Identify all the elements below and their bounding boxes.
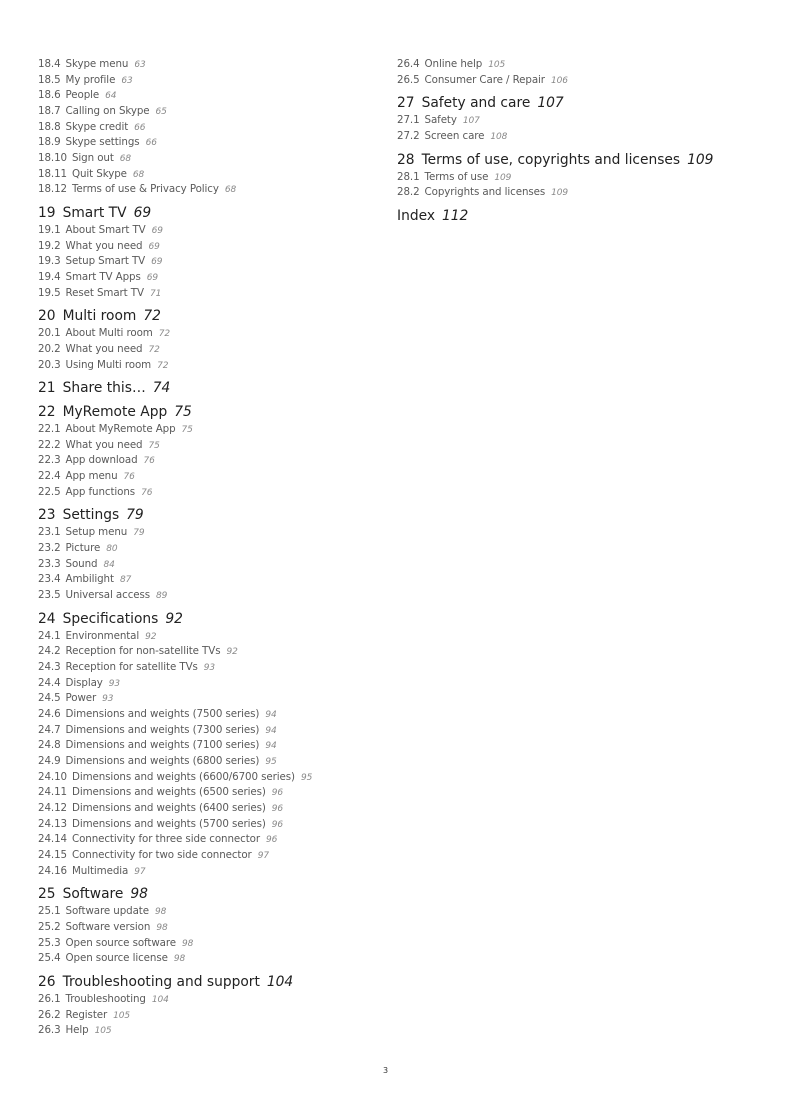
toc-entry-title: About Multi room: [65, 327, 153, 340]
toc-chapter-heading[interactable]: [397, 207, 777, 225]
toc-entry-title: About MyRemote App: [65, 423, 176, 436]
toc-entry-page: 76: [141, 487, 153, 498]
toc-entry[interactable]: [397, 185, 777, 201]
toc-entry-page: 94: [265, 725, 277, 736]
toc-entry-number: 23.2: [38, 542, 61, 555]
toc-entry[interactable]: [38, 326, 378, 342]
toc-entry-number: 18.4: [38, 58, 61, 70]
toc-entry-title: Dimensions and weights (6500 series): [71, 786, 266, 799]
toc-entry-title: MyRemote App: [62, 404, 168, 421]
toc-entry-page: 68: [132, 169, 145, 180]
toc-entry-page: 94: [265, 741, 277, 752]
toc-entry[interactable]: [38, 1008, 378, 1024]
toc-entry-number: 24.14: [38, 833, 67, 846]
toc-entry-page: 109: [551, 188, 569, 199]
toc-entry-number: 25.2: [38, 920, 61, 933]
toc-entry[interactable]: [38, 920, 378, 936]
toc-entry-number: 23.5: [38, 589, 61, 602]
toc-entry[interactable]: [38, 1023, 378, 1039]
toc-entry-title: Multimedia: [71, 864, 129, 877]
toc-entry-page: 98: [182, 938, 194, 949]
toc-entry-number: 22.3: [38, 454, 61, 467]
toc-entry[interactable]: [38, 485, 378, 501]
toc-entry[interactable]: [38, 120, 378, 136]
toc-entry-title: Software: [62, 886, 124, 903]
toc-entry[interactable]: [38, 151, 378, 167]
toc-entry-title: What you need: [65, 438, 143, 451]
toc-entry-title: App functions: [65, 485, 136, 498]
toc-entry[interactable]: [38, 167, 378, 183]
toc-entry-page: 64: [105, 91, 117, 102]
toc-entry-page: 98: [154, 907, 167, 918]
toc-entry-page: 68: [224, 185, 237, 196]
toc-entry-page: 87: [119, 575, 132, 586]
toc-entry-title: Settings: [62, 507, 120, 524]
toc-entry-title: Calling on Skype: [65, 104, 150, 117]
toc-entry-page: 69: [133, 204, 152, 221]
toc-entry-page: 112: [441, 207, 469, 224]
toc-entry-page: 107: [462, 116, 480, 127]
toc-entry-title: Setup menu: [65, 526, 128, 539]
toc-entry-page: 93: [203, 663, 216, 674]
toc-entry-title: Terms of use, copyrights and licenses: [421, 151, 681, 168]
toc-entry-page: 96: [265, 835, 278, 846]
toc-chapter-heading[interactable]: [38, 885, 378, 903]
toc-entry[interactable]: [38, 88, 378, 104]
toc-entry-number: 22.1: [38, 423, 61, 436]
toc-entry-number: 23.1: [38, 526, 61, 539]
toc-entry-page: 63: [134, 60, 146, 70]
toc-entry-number: 24.10: [38, 770, 67, 783]
toc-entry-title: Terms of use: [424, 170, 489, 183]
toc-entry-title: My profile: [65, 73, 116, 86]
toc-entry-number: 24.5: [38, 692, 61, 705]
toc-entry-page: 66: [134, 122, 146, 133]
toc-entry-number: 25.4: [38, 952, 61, 965]
toc-entry-title: Safety: [424, 114, 457, 127]
toc-entry-title: App download: [65, 454, 138, 467]
toc-entry[interactable]: [38, 801, 378, 817]
toc-entry-title: Consumer Care / Repair: [424, 73, 545, 86]
toc-entry[interactable]: [38, 286, 378, 302]
toc-entry-page: 84: [103, 559, 115, 570]
toc-entry-page: 92: [145, 631, 157, 642]
toc-entry-number: 18.8: [38, 120, 61, 133]
toc-entry-title: People: [65, 89, 100, 102]
toc-entry-page: 66: [145, 138, 157, 149]
toc-entry-number: 26.3: [38, 1024, 61, 1037]
toc-entry-page: 75: [174, 404, 192, 421]
toc-entry-title: Dimensions and weights (7100 series): [65, 739, 260, 752]
toc-entry-title: Share this…: [62, 380, 146, 397]
toc-entry-title: Software update: [65, 905, 149, 918]
toc-entry-title: What you need: [65, 239, 143, 252]
toc-entry-page: 80: [106, 544, 118, 555]
toc-entry-page: 93: [102, 694, 114, 705]
toc-chapter-heading[interactable]: [397, 151, 777, 169]
toc-entry-title: Screen care: [424, 129, 485, 142]
toc-entry-number: 24.3: [38, 661, 61, 674]
toc-entry[interactable]: [38, 422, 378, 438]
toc-entry-title: Dimensions and weights (6800 series): [65, 754, 260, 767]
toc-entry-number: 28: [397, 151, 415, 168]
toc-entry[interactable]: [38, 691, 378, 707]
toc-entry-page: 89: [156, 591, 168, 602]
toc-entry-number: 27: [397, 95, 415, 112]
toc-entry-page: 95: [300, 772, 313, 783]
toc-entry-title: Index: [397, 207, 435, 224]
toc-entry-number: 21: [38, 380, 56, 397]
toc-entry-number: 19.2: [38, 239, 61, 252]
toc-entry-number: 27.2: [397, 129, 420, 142]
toc-entry-title: Dimensions and weights (7500 series): [65, 708, 260, 720]
toc-entry-number: 22.4: [38, 470, 61, 483]
toc-entry-number: 24.15: [38, 848, 67, 861]
toc-entry[interactable]: [38, 57, 378, 73]
toc-entry-number: 20: [38, 308, 56, 325]
toc-entry-number: 26.4: [397, 58, 420, 70]
toc-entry-page: 93: [108, 678, 121, 689]
toc-entry-page: 92: [226, 647, 238, 658]
toc-entry-number: 24.1: [38, 629, 61, 642]
toc-entry-number: 28.2: [397, 186, 420, 199]
toc-entry-title: App menu: [65, 470, 118, 483]
toc-entry[interactable]: [38, 572, 378, 588]
toc-entry-title: Universal access: [65, 589, 151, 602]
toc-entry-page: 108: [490, 131, 508, 142]
toc-entry-title: Troubleshooting: [65, 992, 146, 1005]
toc-left-column: [38, 57, 378, 1039]
toc-entry-number: 19.4: [38, 270, 61, 283]
toc-entry[interactable]: [38, 73, 378, 89]
toc-entry[interactable]: [38, 864, 378, 880]
toc-entry[interactable]: [38, 644, 378, 660]
toc-entry-page: 106: [550, 75, 568, 86]
toc-entry-page: 63: [121, 75, 133, 86]
toc-entry-page: 74: [152, 380, 171, 397]
toc-entry[interactable]: [38, 660, 378, 676]
toc-entry-number: 25: [38, 886, 56, 903]
toc-entry-number: 24.8: [38, 739, 61, 752]
toc-entry-title: Dimensions and weights (6600/6700 series): [71, 770, 295, 783]
toc-chapter-heading[interactable]: [38, 204, 378, 222]
toc-entry-page: 107: [537, 95, 564, 112]
toc-entry-title: Smart TV: [62, 204, 127, 221]
toc-entry[interactable]: [38, 738, 378, 754]
toc-entry-number: 24.2: [38, 645, 61, 658]
toc-entry-number: 18.7: [38, 104, 61, 117]
toc-entry-title: Using Multi room: [65, 358, 152, 371]
toc-entry-title: Dimensions and weights (5700 series): [71, 817, 266, 830]
toc-entry-title: Specifications: [62, 610, 159, 627]
toc-entry-page: 72: [148, 344, 160, 355]
toc-entry-title: Terms of use & Privacy Policy: [71, 183, 219, 196]
toc-entry-title: Skype credit: [65, 120, 129, 133]
toc-entry[interactable]: [38, 629, 378, 645]
toc-right-column: [397, 57, 777, 226]
toc-entry-title: Online help: [424, 58, 483, 70]
toc-entry-page: 69: [151, 225, 163, 236]
toc-entry[interactable]: [38, 723, 378, 739]
toc-entry[interactable]: [38, 469, 378, 485]
toc-entry[interactable]: [397, 170, 777, 186]
toc-entry-title: Dimensions and weights (6400 series): [71, 801, 266, 814]
toc-entry-number: 24.7: [38, 723, 61, 736]
toc-entry-page: 105: [488, 60, 506, 70]
toc-entry-page: 104: [266, 973, 294, 990]
toc-entry-number: 24.13: [38, 817, 67, 830]
toc-entry-number: 26.5: [397, 73, 420, 86]
toc-entry-title: What you need: [65, 342, 143, 355]
toc-entry-title: Troubleshooting and support: [62, 973, 260, 990]
toc-entry-page: 96: [271, 819, 284, 830]
toc-entry-number: 19.1: [38, 223, 61, 236]
toc-entry[interactable]: [38, 342, 378, 358]
toc-entry-number: 18.11: [38, 167, 67, 180]
toc-entry-title: Sound: [65, 557, 98, 570]
toc-entry-number: 22: [38, 404, 56, 421]
toc-entry-number: 28.1: [397, 170, 420, 183]
toc-entry-title: Environmental: [65, 629, 140, 642]
toc-entry-page: 97: [257, 850, 269, 861]
toc-entry-title: Safety and care: [421, 95, 531, 112]
toc-entry-title: Skype settings: [65, 136, 140, 149]
toc-entry-number: 18.12: [38, 183, 67, 196]
toc-entry-title: Help: [65, 1024, 89, 1037]
toc-entry-page: 69: [146, 272, 159, 283]
toc-entry[interactable]: [38, 182, 378, 198]
toc-entry-number: 20.3: [38, 358, 61, 371]
toc-entry-number: 19.3: [38, 255, 61, 268]
toc-entry-page: 69: [148, 241, 160, 252]
toc-entry-title: Multi room: [62, 308, 137, 325]
toc-entry[interactable]: [38, 358, 378, 374]
toc-entry-title: Reset Smart TV: [65, 286, 144, 299]
toc-entry-number: 22.5: [38, 485, 61, 498]
toc-entry-page: 98: [173, 954, 186, 965]
toc-entry-title: Sign out: [71, 151, 114, 164]
toc-entry-title: Ambilight: [65, 573, 114, 586]
toc-entry-page: 76: [143, 456, 155, 467]
toc-entry-number: 23.3: [38, 557, 61, 570]
toc-entry-number: 24.16: [38, 864, 67, 877]
toc-entry-title: Setup Smart TV: [65, 255, 146, 268]
toc-entry[interactable]: [38, 453, 378, 469]
toc-entry-page: 97: [134, 866, 146, 877]
toc-entry-page: 92: [165, 610, 183, 627]
toc-entry-page: 109: [687, 151, 714, 168]
toc-entry[interactable]: [397, 113, 777, 129]
toc-entry-page: 109: [494, 172, 512, 183]
toc-entry[interactable]: [38, 992, 378, 1008]
toc-entry-number: 24.9: [38, 754, 61, 767]
toc-entry[interactable]: [38, 707, 378, 723]
toc-entry-page: 104: [151, 994, 169, 1005]
toc-entry-title: About Smart TV: [65, 223, 146, 236]
toc-entry-number: 22.2: [38, 438, 61, 451]
toc-entry[interactable]: [38, 135, 378, 151]
toc-entry-title: Software version: [65, 920, 151, 933]
toc-entry[interactable]: [38, 541, 378, 557]
toc-entry[interactable]: [38, 254, 378, 270]
toc-entry[interactable]: [38, 270, 378, 286]
toc-chapter-heading[interactable]: [38, 506, 378, 524]
toc-entry-title: Copyrights and licenses: [424, 186, 546, 199]
toc-entry-number: 18.5: [38, 73, 61, 86]
toc-entry[interactable]: [38, 832, 378, 848]
toc-entry-title: Quit Skype: [71, 167, 127, 180]
toc-entry-page: 95: [265, 756, 277, 767]
toc-entry[interactable]: [38, 239, 378, 255]
toc-entry-number: 20.2: [38, 342, 61, 355]
toc-entry-title: Open source license: [65, 952, 168, 965]
toc-entry[interactable]: [38, 525, 378, 541]
toc-entry-number: 24: [38, 610, 56, 627]
toc-entry-page: 75: [181, 425, 193, 436]
toc-chapter-heading[interactable]: [38, 610, 378, 628]
toc-entry-page: 105: [94, 1026, 112, 1037]
toc-entry[interactable]: [38, 438, 378, 454]
toc-entry[interactable]: [38, 904, 378, 920]
toc-entry-title: Reception for non-satellite TVs: [65, 645, 221, 658]
toc-entry-page: 79: [133, 528, 145, 539]
toc-entry-title: Dimensions and weights (7300 series): [65, 723, 260, 736]
toc-entry[interactable]: [38, 223, 378, 239]
toc-entry-number: 23.4: [38, 573, 61, 586]
toc-entry-page: 79: [126, 507, 144, 524]
toc-entry-number: 20.1: [38, 327, 61, 340]
toc-chapter-heading[interactable]: [38, 973, 378, 991]
toc-entry-page: 94: [265, 710, 277, 720]
toc-chapter-heading[interactable]: [38, 379, 378, 397]
toc-entry[interactable]: [38, 770, 378, 786]
toc-entry-page: 68: [119, 153, 132, 164]
toc-entry-number: 19.5: [38, 286, 61, 299]
toc-entry-title: Connectivity for two side connector: [71, 848, 252, 861]
toc-entry[interactable]: [397, 73, 777, 89]
toc-entry-title: Display: [65, 676, 103, 689]
toc-entry-page: 98: [130, 886, 148, 903]
toc-entry-title: Power: [65, 692, 97, 705]
toc-entry-number: 24.11: [38, 786, 67, 799]
toc-chapter-heading[interactable]: [397, 94, 777, 112]
toc-entry-number: 24.12: [38, 801, 67, 814]
toc-entry[interactable]: [38, 817, 378, 833]
toc-entry-title: Reception for satellite TVs: [65, 661, 198, 674]
toc-entry-page: 71: [149, 288, 162, 299]
toc-entry-number: 18.9: [38, 136, 61, 149]
toc-entry[interactable]: [38, 557, 378, 573]
toc-entry-title: Picture: [65, 542, 101, 555]
toc-entry[interactable]: [397, 57, 777, 73]
toc-entry-page: 72: [158, 329, 170, 340]
toc-entry-title: Register: [65, 1008, 108, 1021]
toc-entry-page: 75: [148, 440, 160, 451]
toc-entry-number: 25.3: [38, 936, 61, 949]
toc-entry[interactable]: [38, 848, 378, 864]
toc-entry-page: 76: [123, 472, 135, 483]
toc-entry-number: 18.6: [38, 89, 61, 102]
page-number: 3: [383, 1066, 389, 1075]
toc-entry-number: 26.1: [38, 992, 61, 1005]
toc-entry-number: 23: [38, 507, 56, 524]
toc-entry-title: Smart TV Apps: [65, 270, 141, 283]
toc-entry[interactable]: [38, 676, 378, 692]
toc-entry[interactable]: [38, 588, 378, 604]
toc-entry-page: 69: [151, 257, 163, 268]
toc-entry-page: 96: [271, 803, 284, 814]
toc-chapter-heading[interactable]: [38, 403, 378, 421]
toc-entry-title: Connectivity for three side connector: [71, 833, 260, 846]
toc-entry-number: 19: [38, 204, 56, 221]
toc-entry-number: 24.4: [38, 676, 61, 689]
toc-entry-number: 25.1: [38, 905, 61, 918]
toc-entry-number: 24.6: [38, 708, 61, 720]
toc-chapter-heading[interactable]: [38, 307, 378, 325]
toc-entry-page: 72: [143, 308, 161, 325]
toc-entry-page: 96: [271, 788, 284, 799]
toc-entry[interactable]: [38, 754, 378, 770]
toc-entry[interactable]: [38, 785, 378, 801]
toc-entry-number: 27.1: [397, 114, 420, 127]
toc-entry-number: 18.10: [38, 151, 67, 164]
toc-entry[interactable]: [397, 129, 777, 145]
toc-entry-number: 26.2: [38, 1008, 61, 1021]
toc-entry[interactable]: [38, 936, 378, 952]
toc-entry-page: 65: [155, 106, 167, 117]
toc-entry-title: Open source software: [65, 936, 176, 949]
toc-entry[interactable]: [38, 104, 378, 120]
toc-entry-number: 26: [38, 973, 56, 990]
toc-entry-page: 105: [113, 1010, 131, 1021]
toc-entry-page: 72: [157, 360, 169, 371]
toc-entry-title: Skype menu: [65, 58, 129, 70]
toc-entry[interactable]: [38, 951, 378, 967]
toc-entry-page: 98: [156, 922, 168, 933]
